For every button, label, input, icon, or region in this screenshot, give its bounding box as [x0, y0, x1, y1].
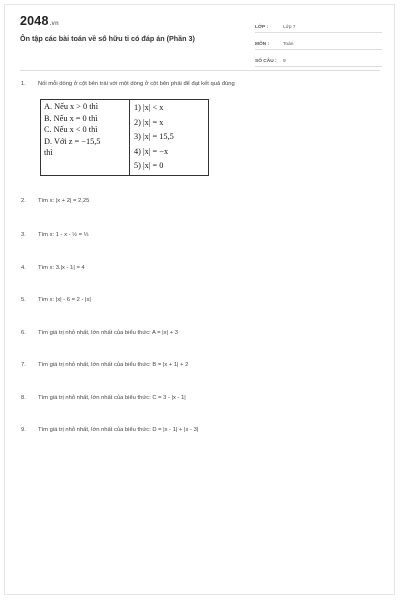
question-text: Tìm x: |x| - 6 = 2 - |x|: [38, 297, 91, 303]
question-text: Tìm giá trị nhỏ nhất, lớn nhất của biểu thức: C = 3 - |x - 1|: [38, 395, 186, 401]
question-number: 3.: [21, 232, 26, 238]
document-header: [20, 14, 382, 62]
question-4: [21, 265, 85, 271]
header-divider: [20, 70, 380, 71]
question-5: [21, 297, 91, 303]
right-cell: 1) |x| < x: [134, 103, 164, 112]
matching-left-column: [41, 100, 130, 175]
question-number: 8.: [21, 395, 26, 401]
matching-table: [40, 99, 209, 176]
meta-row-subject: [255, 35, 382, 50]
document-title: Ôn tập các bài toán về số hữu tỉ có đáp án (Phần 3): [20, 34, 195, 43]
question-text: Tìm giá trị nhỏ nhất, lớn nhất của biểu thức: B = |x + 1| + 2: [38, 362, 189, 368]
question-3: [21, 232, 88, 238]
question-number: 6.: [21, 330, 26, 336]
meta-value: Lớp 7: [283, 25, 296, 30]
question-number: 9.: [21, 427, 26, 433]
question-text: Tìm x: 3.|x - 1| = 4: [38, 265, 85, 271]
question-number: 1.: [21, 81, 26, 87]
right-cell: 5) |x| = 0: [134, 161, 164, 170]
question-7: [21, 362, 188, 368]
meta-value: Toán: [283, 42, 294, 47]
question-6: [21, 330, 178, 336]
meta-label: LỚP :: [255, 25, 269, 30]
question-number: 7.: [21, 362, 26, 368]
question-number: 2.: [21, 198, 26, 204]
question-1: [21, 81, 235, 87]
question-number: 4.: [21, 265, 26, 271]
left-cell: B. Nếu x = 0 thì: [44, 113, 98, 123]
question-text: Nối mỗi dòng ở cột bên trái với một dòng ở cột bên phải để đạt kết quả đúng: [38, 81, 235, 87]
question-text: Tìm x: 1 - x - ½ = ⅓: [38, 232, 89, 238]
right-cell: 2) |x| = x: [134, 117, 164, 127]
right-cell: 4) |x| = −x: [134, 146, 169, 156]
meta-label: MÔN :: [255, 42, 270, 47]
question-text: Tìm x: |x + 2| = 2,25: [38, 198, 90, 204]
question-number: 5.: [21, 297, 26, 303]
left-cell: D. Với z = −15,5: [44, 136, 101, 146]
right-cell: 3) |x| = 15,5: [134, 132, 174, 141]
logo-suffix: .vn: [49, 21, 59, 27]
left-cell: C. Nếu x < 0 thì: [44, 125, 98, 134]
question-8: [21, 395, 186, 401]
question-text: Tìm giá trị nhỏ nhất, lớn nhất của biểu thức: A = |x| + 3: [38, 330, 178, 336]
meta-info: [255, 18, 382, 69]
matching-right-column: [130, 100, 208, 175]
left-cell: A. Nếu x > 0 thì: [44, 102, 98, 111]
question-9: [21, 427, 198, 433]
left-cell: thì: [44, 148, 53, 157]
meta-row-count: [255, 52, 382, 67]
question-2: [21, 198, 89, 204]
meta-label: SỐ CÂU :: [255, 59, 277, 64]
logo-main: 2048: [20, 14, 49, 28]
question-text: Tìm giá trị nhỏ nhất, lớn nhất của biểu thức: D = |x - 1| + |x - 3|: [38, 427, 199, 433]
site-logo[interactable]: [20, 14, 59, 28]
meta-value: 9: [283, 59, 286, 64]
meta-row-class: [255, 18, 382, 33]
